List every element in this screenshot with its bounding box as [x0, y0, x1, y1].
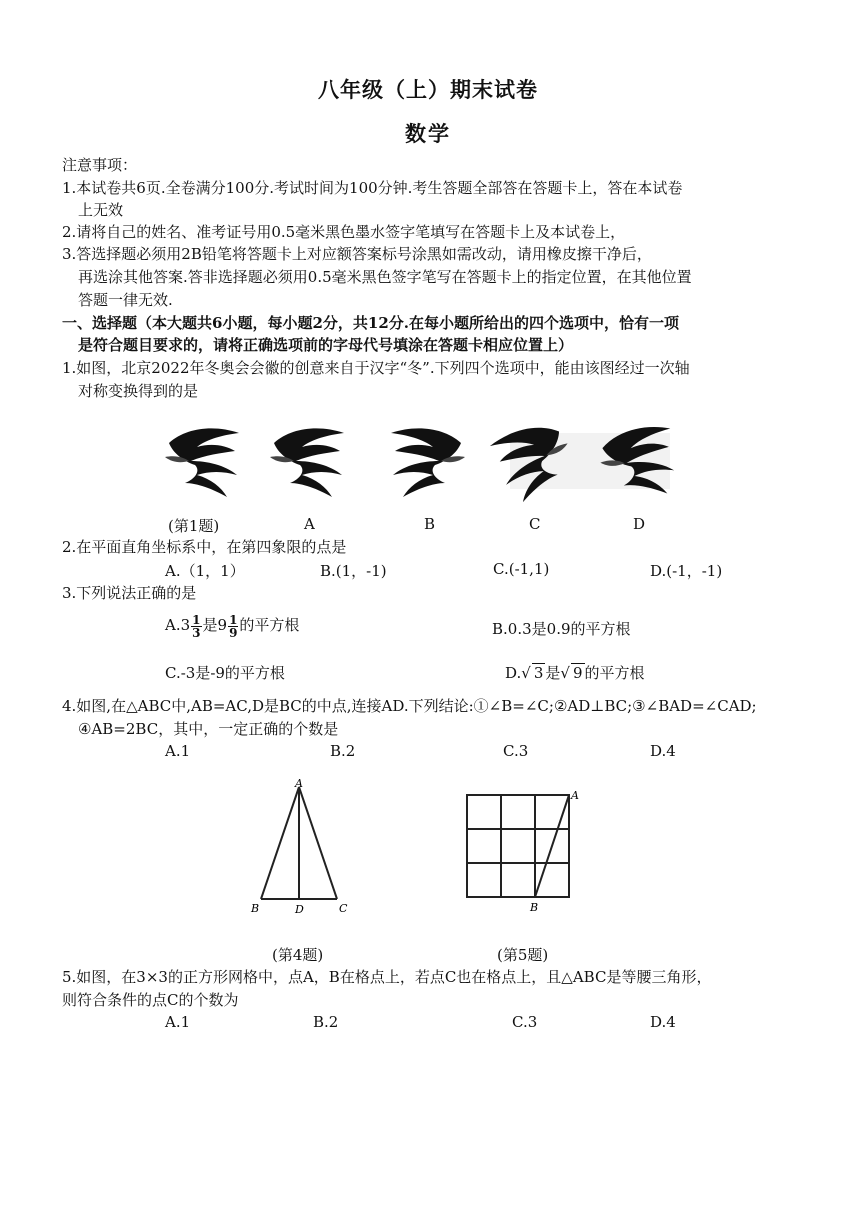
q4-label-a: A	[295, 777, 303, 790]
q3-option-a-prefix: A.3	[165, 616, 191, 634]
q2-option-d: D.(-1，-1)	[650, 562, 723, 580]
q4-triangle-figure	[245, 775, 365, 920]
q1-emblem-original	[165, 428, 239, 497]
q4-option-b: B.2	[330, 742, 356, 760]
q1-option-a-figure	[270, 428, 344, 497]
q5-label-a: A	[571, 789, 579, 802]
q1-label-a: A	[304, 515, 315, 533]
q3-fraction-2-den: 9	[229, 625, 238, 640]
q5-option-c: C.3	[512, 1013, 538, 1031]
q3-fraction-2	[228, 614, 238, 639]
q3-option-a-mid: 是9	[202, 616, 228, 634]
q3-option-c: C.-3是-9的平方根	[165, 664, 285, 682]
q3-option-d-mid: 是	[545, 664, 561, 682]
notice-heading: 注意事项：	[62, 156, 138, 174]
subject-title: 数学	[405, 121, 451, 146]
q4-stem-line1: 4.如图,在△ABC中,AB=AC,D是BC的中点,连接AD.下列结论:①∠B=∠C;②AD⊥BC;③∠BAD=∠CAD;	[62, 697, 757, 715]
q4-side-ab	[261, 787, 299, 899]
q2-option-b: B.(1，-1)	[320, 562, 387, 580]
q4-option-d: D.4	[650, 742, 676, 760]
q3-root-1: 3	[533, 664, 544, 682]
q4-option-a: A.1	[165, 742, 191, 760]
notice-item-3-line2: 再选涂其他答案.答非选择题必须用0.5毫米黑色签字笔写在答题卡上的指定位置，在其他位置	[78, 268, 692, 286]
q5-option-a: A.1	[165, 1013, 191, 1031]
q3-stem: 3.下列说法正确的是	[62, 584, 197, 602]
q3-fraction-1-num: 1	[192, 612, 201, 627]
q3-option-b: B.0.3是0.9的平方根	[492, 620, 631, 638]
q5-option-d: D.4	[650, 1013, 676, 1031]
q4-option-c: C.3	[503, 742, 529, 760]
section1-heading-line1: 一、选择题（本大题共6小题，每小题2分，共12分.在每小题所给出的四个选项中，恰有一项	[62, 314, 679, 332]
q4-label-c: C	[339, 902, 348, 915]
notice-item-1-line2: 上无效	[78, 201, 124, 219]
notice-item-3-line1: 3.答选择题必须用2B铅笔将答题卡上对应额答案标号涂黑如需改动，请用橡皮擦干净后，	[62, 245, 652, 263]
q5-grid-figure	[455, 785, 585, 915]
q4-caption: (第4题)	[272, 946, 324, 964]
q3-fraction-2-num: 1	[229, 612, 238, 627]
q4-side-ac	[299, 787, 337, 899]
q3-option-d-suffix: 的平方根	[584, 664, 645, 682]
q5-segment-ab	[535, 795, 569, 897]
exam-title: 八年级（上）期末试卷	[318, 77, 538, 102]
q1-stem-line1: 1.如图，北京2022年冬奥会会徽的创意来自于汉字“冬”.下列四个选项中，能由该图经过一次轴	[62, 359, 690, 377]
q2-option-c: C.(-1,1)	[493, 560, 550, 578]
q3-option-a	[165, 608, 299, 642]
q1-figures	[155, 405, 695, 515]
q2-option-a: A.（1，1）	[165, 562, 245, 580]
q5-option-b: B.2	[313, 1013, 339, 1031]
q5-label-b: B	[530, 901, 539, 914]
q1-label-b: B	[424, 515, 436, 533]
q3-fraction-1-den: 3	[192, 625, 201, 640]
notice-item-1-line1: 1.本试卷共6页.全卷满分100分.考试时间为100分钟.考生答题全部答在答题卡上，答在本试卷	[62, 179, 683, 197]
q4-label-d: D	[295, 903, 304, 916]
q3-option-d-prefix: D.	[505, 664, 522, 682]
q4-label-b: B	[251, 902, 260, 915]
notice-item-2: 2.请将自己的姓名、准考证号用0.5毫米黑色墨水签字笔填写在答题卡上及本试卷上，	[62, 223, 626, 241]
q5-caption: (第5题)	[497, 946, 549, 964]
q2-stem: 2.在平面直角坐标系中，在第四象限的点是	[62, 538, 347, 556]
q1-label-c: C	[529, 515, 541, 533]
q3-option-d: D.√ 3 是√ 9 的平方根	[505, 664, 645, 682]
q1-option-b-figure	[391, 428, 465, 497]
q5-stem-line1: 5.如图，在3×3的正方形网格中，点A，B在格点上，若点C也在格点上，且△ABC是等腰三角形，	[62, 968, 712, 986]
q4-stem-line2: ④AB=2BC，其中，一定正确的个数是	[78, 720, 339, 738]
notice-item-3-line3: 答题一律无效.	[78, 291, 173, 309]
q5-stem-line2: 则符合条件的点C的个数为	[62, 991, 239, 1009]
q3-root-2: 9	[572, 664, 583, 682]
q1-label-d: D	[633, 515, 646, 533]
section1-heading-line2: 是符合题目要求的，请将正确选项前的字母代号填涂在答题卡相应位置上）	[78, 336, 574, 354]
q3-option-a-suffix: 的平方根	[239, 616, 300, 634]
q1-stem-line2: 对称变换得到的是	[78, 382, 199, 400]
q3-fraction-1	[191, 614, 201, 639]
q5-grid-border	[467, 795, 569, 897]
q1-caption: (第1题)	[168, 517, 220, 535]
